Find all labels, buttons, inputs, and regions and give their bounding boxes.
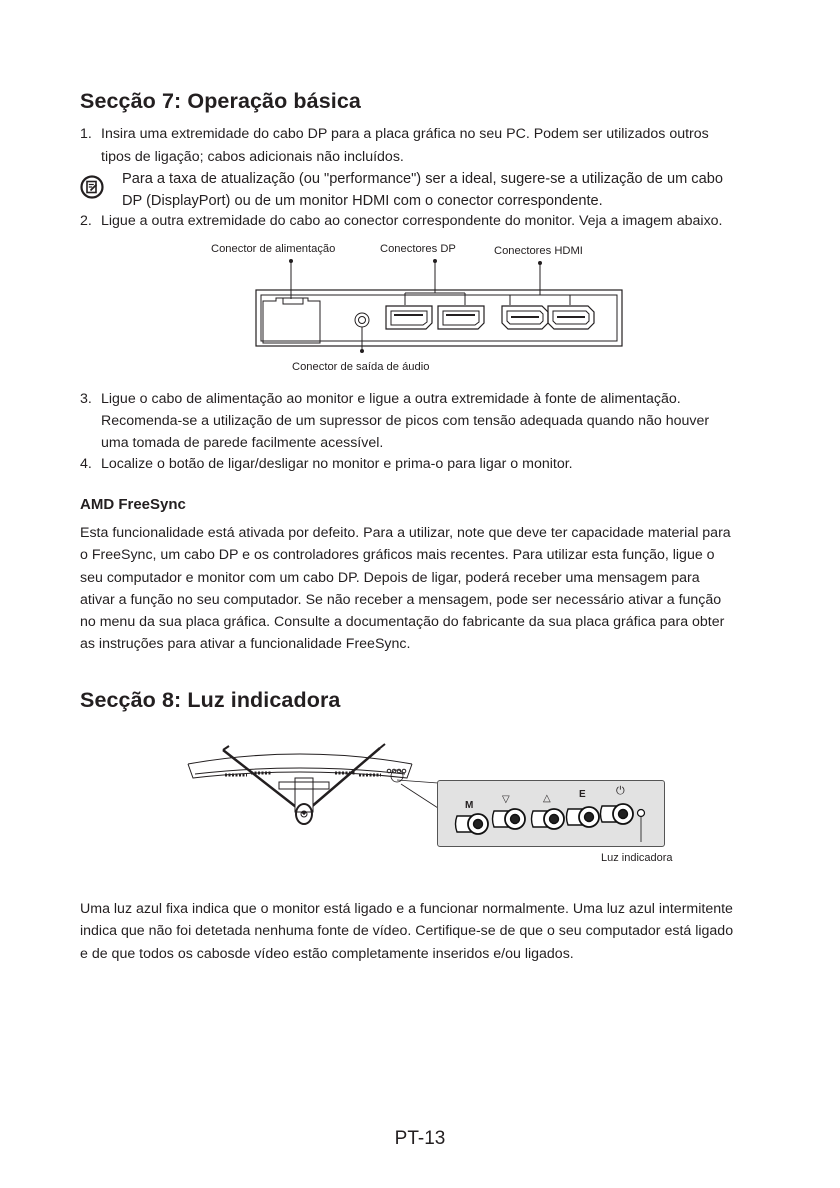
indicator-light <box>638 810 645 817</box>
callout-connector-lines <box>395 770 440 810</box>
up-button <box>532 809 565 829</box>
step-2-line-1: Ligue a outra extremidade do cabo ao conector correspondente do monitor. Veja a imagem abaixo. <box>101 213 723 229</box>
note-line-1: Para a taxa de atualização (ou "performance") ser a ideal, sugere-se a utilização de um cabo <box>122 171 723 187</box>
step-3-line-3: uma tomada de parede facilmente acessível. <box>101 435 384 451</box>
freesync-title: AMD FreeSync <box>80 496 186 513</box>
note-line-2: DP (DisplayPort) ou de um monitor HDMI com o conector correspondente. <box>122 193 603 209</box>
power-button <box>601 804 634 824</box>
freesync-line-5: no menu da sua placa gráfica. Consulte a documentação do fabricante da sua placa gráfica para obter <box>80 614 725 631</box>
dp-connectors-label: Conectores DP <box>380 243 456 255</box>
step-4-line-1: Localize o botão de ligar/desligar no monitor e prima-o para ligar o monitor. <box>101 456 573 472</box>
step-4-number: 4. <box>80 456 92 472</box>
button-power-label: ⏻ <box>616 785 625 797</box>
section-7-title: Secção 7: Operação básica <box>80 89 361 113</box>
step-3-line-1: Ligue o cabo de alimentação ao monitor e ligue a outra extremidade à fonte de alimentação. <box>101 391 681 407</box>
section-8-title: Secção 8: Luz indicadora <box>80 688 341 712</box>
step-2-number: 2. <box>80 213 92 229</box>
power-connector-label: Conector de alimentação <box>211 243 336 255</box>
freesync-line-4: ativar a função no seu computador. Se não receber a mensagem, pode ser necessário ativar a função <box>80 591 722 608</box>
hdmi-connectors-label: Conectores HDMI <box>494 245 583 257</box>
note-icon <box>80 175 104 199</box>
m-button <box>456 814 489 834</box>
indicator-paragraph <box>80 898 764 965</box>
indicator-light-label: Luz indicadora <box>601 852 673 864</box>
page-number: PT-13 <box>394 1128 446 1149</box>
button-row <box>450 800 650 842</box>
step-3-number: 3. <box>80 391 92 407</box>
freesync-paragraph <box>80 522 764 656</box>
freesync-line-1: Esta funcionalidade está ativada por defeito. Para a utilizar, note que deve ter capacidade material para <box>80 525 731 541</box>
step-3-line-2: Recomenda-se a utilização de um supressor de picos com tensão adequada quando não houver <box>101 413 710 429</box>
indicator-line-2: indica que não foi detetada nenhuma fonte de vídeo. Certifique-se de que o seu computador está ligado <box>80 923 734 940</box>
button-e-label: E <box>579 789 586 800</box>
step-1-line-1: Insira uma extremidade do cabo DP para a placa gráfica no seu PC. Podem ser utilizados outros <box>101 126 709 142</box>
e-button <box>567 807 600 827</box>
step-1-number: 1. <box>80 126 92 142</box>
button-down-label: ▽ <box>502 794 510 805</box>
down-button <box>493 809 526 829</box>
button-up-label: △ <box>543 793 551 804</box>
step-1-line-2: tipos de ligação; cabos adicionais não incluídos. <box>101 149 404 165</box>
indicator-line-3: e de que todos os cabosde vídeo estão completamente inseridos e/ou ligados. <box>80 945 574 962</box>
connector-panel-diagram <box>250 255 630 365</box>
freesync-line-2: o FreeSync, um cabo DP e os controladores gráficos mais recentes. Para utilizar esta função, ligue o <box>80 547 715 564</box>
freesync-line-3: seu computador e monitor com um cabo DP. Depois de ligar, poderá receber uma mensagem para <box>80 569 700 586</box>
button-m-label: M <box>465 800 474 811</box>
monitor-rear-illustration <box>185 742 415 832</box>
freesync-line-6: as instruções para ativar a funcionalidade FreeSync. <box>80 636 411 653</box>
indicator-line-1: Uma luz azul fixa indica que o monitor está ligado e a funcionar normalmente. Uma luz azul intermitente <box>80 901 733 917</box>
audio-connector-label: Conector de saída de áudio <box>292 361 430 373</box>
